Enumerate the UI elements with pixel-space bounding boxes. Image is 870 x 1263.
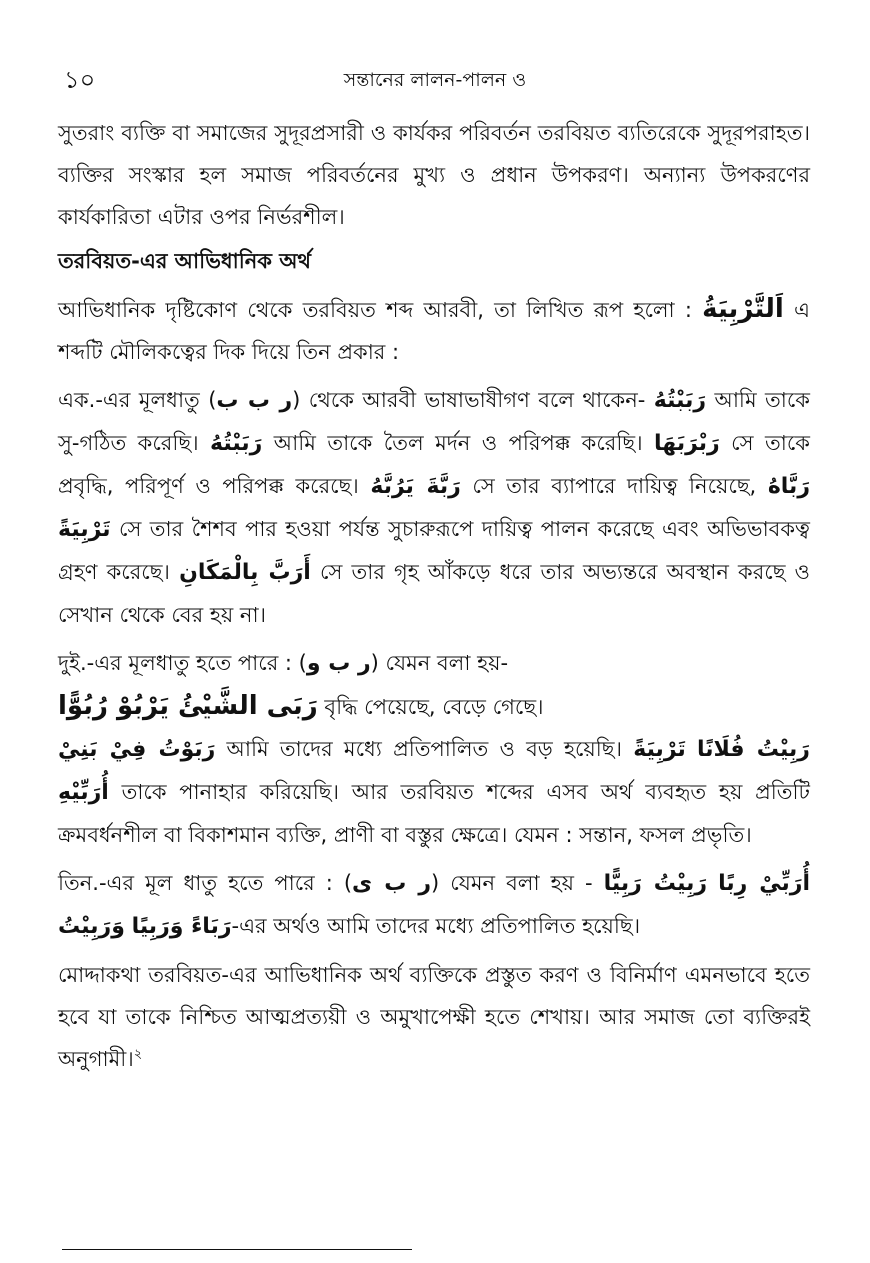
footnote-marker[interactable]: ২ [133,1047,143,1062]
page-header [0,62,870,102]
paragraph-text: তিন.-এর মূল ধাতু হতে পারে : ( [58,871,353,895]
paragraph-text: সে তার ব্যাপারে দায়িত্ব নিয়েছে, [472,474,757,498]
paragraph-root-one [58,379,810,636]
arabic-root: ر ب ى [352,871,432,896]
paragraph-text: আমি তাকে সু-গঠিত করেছি। [58,388,811,455]
arabic-word: رَبَّةَ يَرُبَّهُ [370,474,461,499]
paragraph-summary [58,954,810,1080]
arabic-phrase: رَبِيْتُ رَبِيًّا [603,871,708,896]
arabic-root: ر ب و [306,651,371,676]
arabic-phrase: أُرَبِّيْ رِبًا [718,871,810,896]
arabic-word: رَبَبْتُهُ [210,431,263,456]
paragraph-text: এ শব্দটি মৌলিকত্বের দিক দিয়ে তিন প্রকার : [58,298,810,364]
section-heading: তরবিয়ত-এর আভিধানিক অর্থ [58,249,312,273]
footnote-divider [62,1249,412,1250]
paragraph-root-three [58,862,810,948]
paragraph-root-two [58,642,810,856]
arabic-word: رَبَّاهُ تَرْبِيَةً [58,474,810,542]
paragraph-text: সে তাকে প্রবৃদ্ধি, পরিপূর্ণ ও পরিপক্ক করেছে। [58,431,810,498]
arabic-root: ر ب ب [216,388,293,413]
arabic-phrase: رَبَاءً وَرَبِيًا [131,914,232,939]
arabic-word: أَرَبَّ بِالْمَكَانِ [179,560,311,585]
paragraph-text: আমি তাদের মধ্যে প্রতিপালিত ও বড় হয়েছি। [226,737,623,761]
running-title: সন্তানের লালন-পালন ও [343,69,527,91]
paragraph-definition [58,288,810,373]
arabic-word: وَرَبِيْتُ [58,914,125,939]
arabic-word: رَبْرَبَهَا [654,431,720,456]
arabic-word: رَبَبْتُهُ [653,388,706,413]
arabic-phrase: رَبَوْتُ فِيْ بَنِيْ [58,737,216,762]
paragraph-text: তাকে পানাহার করিয়েছি। আর তরবিয়ত শব্দের এসব অর্থ ব্যবহৃত হয় প্রতিটি ক্রমবর্ধনশীল বা বিকাশমান ব্যক্তি, প্রাণী বা বস্তুর ক্ষেত্রে। যেমন : সন্তান, ফসল প্রভৃতি। [58,780,810,847]
page-number: ১০ [64,66,96,94]
page-body [58,112,810,1080]
paragraph-text: আমি তাকে তৈল মর্দন ও পরিপক্ক করেছি। [273,431,643,455]
paragraph-text: দুই.-এর মূলধাতু হতে পারে : ( [58,651,307,675]
paragraph-text: সে তার গৃহ আঁকড়ে ধরে তার অভ্যন্তরে অবস্থান করছে ও সেখান থেকে বের হয় না। [58,560,810,627]
paragraph-text: ) থেকে আরবী ভাষাভাষীগণ বলে থাকেন- [292,388,646,412]
paragraph-intro [58,112,810,238]
paragraph-text: ) যেমন বলা হয় - [431,871,593,895]
paragraph-text: এক.-এর মূলধাতু ( [58,388,217,412]
paragraph-text: সে তার শৈশব পার হওয়া পর্যন্ত সুচারুরূপে দায়িত্ব পালন করেছে এবং অভিভাবকত্ব গ্রহণ করেছে। [58,517,810,584]
paragraph-text: বৃদ্ধি পেয়েছে, বেড়ে গেছে। [324,695,544,719]
paragraph-text: মোদ্দাকথা তরবিয়ত-এর আভিধানিক অর্থ ব্যক্তিকে প্রস্তুত করণ ও বিনির্মাণ এমনভাবে হতে হবে যা তাকে নিশ্চিত আত্মপ্রত্যয়ী ও অমুখাপেক্ষী হতে শেখায়। আর সমাজ তো ব্যক্তিরই অনুগামী। [58,963,810,1071]
arabic-term: اَلتَّرْبِيَةُ [702,294,784,324]
paragraph-text: সুতরাং ব্যক্তি বা সমাজের সুদূরপ্রসারী ও কার্যকর পরিবর্তন তরবিয়ত ব্যতিরেকে সুদূরপরাহত। ব্যক্তির সংস্কার হল সমাজ পরিবর্তনের মুখ্য ও প্রধান উপকরণ। অন্যান্য উপকরণের কার্যকারিতা এটার ওপর নির্ভরশীল। [58,121,810,229]
arabic-phrase: رَبَى الشَّيْئُ يَرْبُوْ رُبُوًّا [58,691,318,721]
arabic-word: تَرْبِيَةً [633,737,686,762]
paragraph-text: -এর অর্থও আমি তাদের মধ্যে প্রতিপালিত হয়েছি। [231,914,641,938]
arabic-phrase: رَبِيْتُ فُلَانًا أُرَبِّيْهِ [58,737,810,805]
paragraph-text: আভিধানিক দৃষ্টিকোণ থেকে তরবিয়ত শব্দ আরবী, তা লিখিত রূপ হলো : [58,298,692,322]
paragraph-text: ) যেমন বলা হয়- [370,651,509,675]
